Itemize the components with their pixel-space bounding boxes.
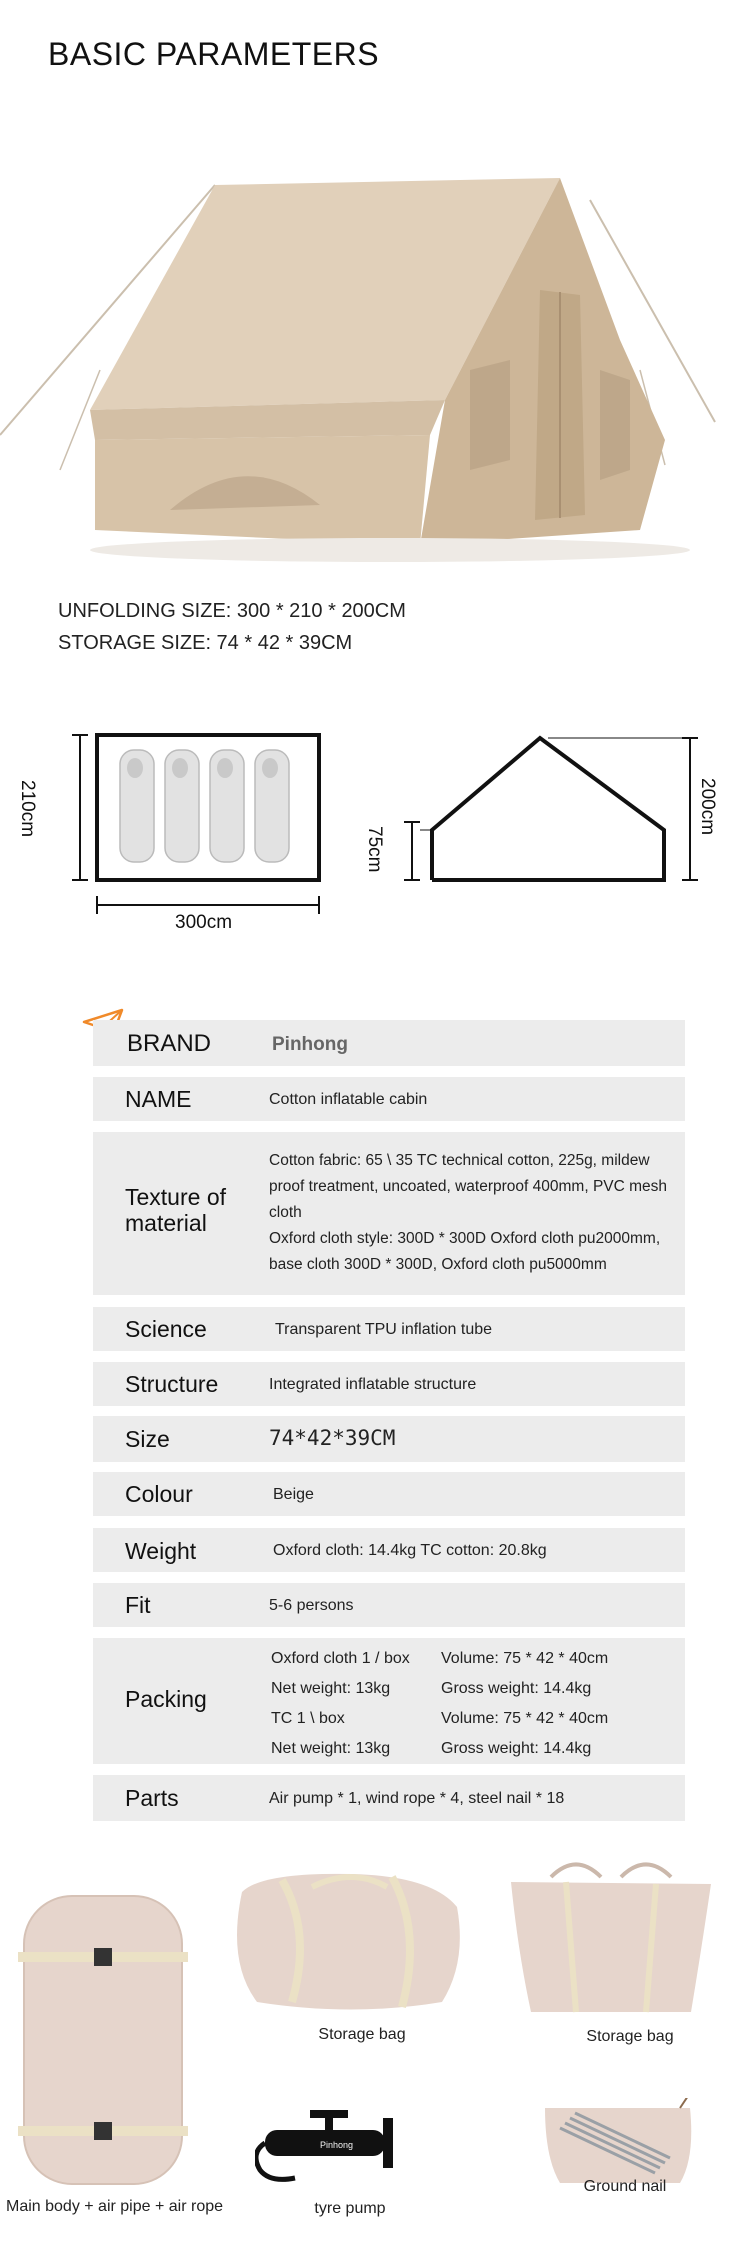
- spec-label: NAME: [125, 1086, 192, 1112]
- spec-value: Air pump * 1, wind rope * 4, steel nail * 18: [269, 1790, 565, 1807]
- spec-label: Texture of material: [125, 1184, 226, 1236]
- spec-label: Fit: [125, 1592, 151, 1618]
- ground-nail-image: [540, 2098, 700, 2188]
- spec-value: 74*42*39CM: [269, 1426, 396, 1450]
- spec-row-structure: [93, 1362, 685, 1406]
- spec-row-texture: [93, 1132, 685, 1295]
- tent-product-image: [0, 170, 750, 570]
- spec-row-name: [93, 1077, 685, 1121]
- wall-height-label: 75cm: [364, 826, 385, 873]
- spec-row-colour: [93, 1472, 685, 1516]
- total-height-label: 200cm: [697, 778, 718, 836]
- spec-label: BRAND: [127, 1030, 212, 1057]
- part-caption: Storage bag: [586, 2028, 674, 2045]
- spec-value: Oxford cloth 1 / box Net weight: 13kg TC 1 \ box Net weight: 13kg: [271, 1650, 410, 1757]
- spec-value: Pinhong: [272, 1034, 348, 1055]
- floor-depth-label: 210cm: [17, 780, 38, 838]
- spec-row-weight: [93, 1528, 685, 1572]
- spec-value: Transparent TPU inflation tube: [275, 1321, 493, 1338]
- floor-width-label: 300cm: [175, 912, 233, 933]
- page-title: BASIC PARAMETERS: [48, 36, 380, 72]
- spec-value: 5-6 persons: [269, 1597, 354, 1614]
- pump-logo: Pinhong: [320, 2140, 354, 2150]
- spec-row-science: [93, 1307, 685, 1351]
- storage-bag-image: [506, 1862, 716, 2032]
- storage-bag-image: [222, 1862, 472, 2022]
- spec-label: Packing: [125, 1686, 207, 1712]
- spec-label: Parts: [125, 1785, 179, 1811]
- spec-value: Cotton inflatable cabin: [269, 1091, 428, 1108]
- spec-row-parts: [93, 1775, 685, 1821]
- spec-value: Volume: 75 * 42 * 40cm Gross weight: 14.4kg Volume: 75 * 42 * 40cm Gross weight: 14.4kg: [441, 1650, 609, 1757]
- spec-label: Science: [125, 1316, 207, 1342]
- spec-value: Beige: [273, 1486, 314, 1503]
- spec-label: Colour: [125, 1481, 193, 1507]
- part-caption: Main body + air pipe + air rope: [6, 2198, 224, 2215]
- spec-row-size: [93, 1416, 685, 1462]
- part-caption: Ground nail: [583, 2178, 667, 2195]
- spec-value: Oxford cloth: 14.4kg TC cotton: 20.8kg: [273, 1542, 547, 1559]
- spec-row-packing: [93, 1638, 685, 1764]
- spec-label: Weight: [125, 1538, 197, 1564]
- spec-value: Cotton fabric: 65 \ 35 TC technical cotton, 225g, mildew proof treatment, uncoated, waterproof 400mm, PVC mesh cloth Oxford cloth style: 300D * 300D Oxford cloth pu2000mm, base cloth 300D * 300D, Oxford cloth pu5000mm: [269, 1152, 668, 1273]
- spec-row-brand: [93, 1020, 685, 1066]
- storage-size: STORAGE SIZE: 74 * 42 * 39CM: [58, 632, 353, 654]
- unfolding-size: UNFOLDING SIZE: 300 * 210 * 200CM: [58, 600, 406, 622]
- part-caption: tyre pump: [314, 2200, 386, 2217]
- spec-row-fit: [93, 1583, 685, 1627]
- part-caption: Storage bag: [318, 2026, 406, 2043]
- side-profile-outline: [432, 738, 664, 880]
- main-body-roll-image: [18, 1890, 188, 2190]
- spec-value: Integrated inflatable structure: [269, 1376, 477, 1393]
- spec-label: Size: [125, 1426, 170, 1452]
- spec-label: Structure: [125, 1371, 219, 1397]
